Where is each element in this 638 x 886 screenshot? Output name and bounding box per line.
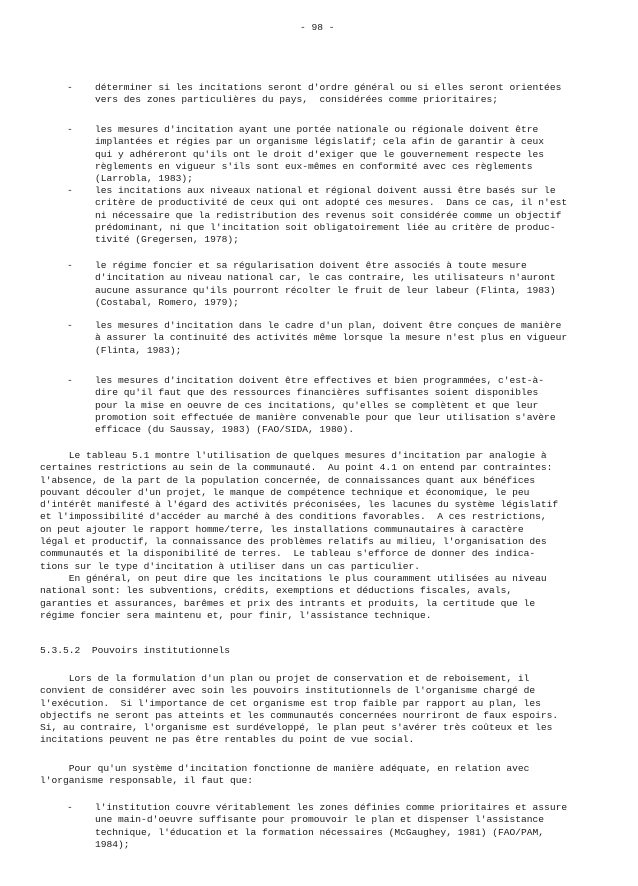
block-text xyxy=(40,645,230,657)
bullet-dash: - xyxy=(67,124,73,135)
block-text xyxy=(40,673,558,747)
bullet-item xyxy=(67,124,544,185)
text-line: d'incitation au niveau national car, le cas contraire, les utilisateurs n'auront xyxy=(95,272,556,284)
paragraph xyxy=(40,763,529,788)
bullet-dash: - xyxy=(67,802,73,813)
bullet-item xyxy=(67,375,556,436)
text-line: et l'impossibilité d'accéder au marché à des conditions favorables. A ces restrictions, xyxy=(40,511,547,523)
text-line: les mesures d'incitation doivent être effectives et bien programmées, c'est-à- xyxy=(95,375,545,386)
block-text xyxy=(95,802,567,851)
text-line: technique, l'éducation et la formation nécessaires (McGaughey, 1981) (FAO/PAM, xyxy=(95,826,545,838)
text-line: aucune assurance qu'ils pourront récolter le fruit de leur labeur (Flinta, 1983) xyxy=(95,284,556,296)
block-text xyxy=(95,260,556,309)
text-line: déterminer si les incitations seront d'ordre général ou si elles seront orientées xyxy=(95,82,562,93)
text-line: Lors de la formulation d'un plan ou projet de conservation et de reboisement, il xyxy=(40,673,530,684)
text-line: prédominant, ni que l'incitation soit obligatoirement liée au critère de produc- xyxy=(95,221,556,233)
text-line: tions sur le type d'incitation à utiliser dans un cas particulier. xyxy=(40,560,420,572)
text-line: d'intérêt manifesté à l'égard des activités préconisées, les lacunes du système législatif xyxy=(40,499,559,511)
text-line: ni nécessaire que la redistribution des revenus soit considérée comme un objectif xyxy=(95,209,562,221)
text-line: règlements en vigueur s'ils sont eux-mêmes en conformité avec ces règlements xyxy=(95,160,533,172)
text-line: critère de productivité de ceux qui ont adopté ces mesures. Dans ce cas, il n'est xyxy=(95,197,568,209)
text-line: pouvant découler d'un projet, le manque de compétence technique et économique, le peu xyxy=(40,486,530,498)
text-line: Le tableau 5.1 montre l'utilisation de quelques mesures d'incitation par analogie à xyxy=(40,450,547,461)
block-text xyxy=(40,450,558,573)
text-line: Si, au contraire, l'organisme est surdéveloppé, le plan peut s'avérer très coûteux et les xyxy=(40,722,553,734)
bullet-item xyxy=(67,82,561,107)
block-text xyxy=(95,82,561,107)
text-line: les mesures d'incitation ayant une portée nationale ou régionale doivent être xyxy=(95,124,539,135)
text-line: (Larrobla, 1983); xyxy=(95,173,193,185)
text-line: (Costabal, Romero, 1979); xyxy=(95,296,239,308)
page-number: - 98 - xyxy=(300,22,335,33)
text-line: garanties et assurances, barêmes et prix des intrants et produits, la certitude que le xyxy=(40,597,536,609)
bullet-item xyxy=(67,185,567,246)
text-line: régime foncier sera maintenu et, pour finir, l'assistance technique. xyxy=(40,609,432,621)
text-line: les incitations aux niveaux national et régional doivent aussi être basés sur le xyxy=(95,185,556,196)
text-line: on peut ajouter le rapport homme/terre, les installations communautaires à caractère xyxy=(40,523,524,535)
text-line: vers des zones particulières du pays, considérées comme prioritaires; xyxy=(95,94,499,106)
bullet-dash: - xyxy=(67,320,73,331)
section-heading xyxy=(40,645,230,657)
text-line: En général, on peut dire que les incitations le plus couramment utilisées au niveau xyxy=(40,573,547,584)
text-line: objectifs ne seront pas atteints et les communautés concernées nourriront de faux espoirs. xyxy=(40,709,559,721)
paragraph xyxy=(40,450,558,573)
text-line: l'exécution. Si l'importance de cet organisme est trop faible par rapport au plan, les xyxy=(40,697,541,709)
text-line: national sont: les subventions, crédits, exemptions et déductions fiscales, avals, xyxy=(40,585,513,597)
text-line: communautés et la disponibilité de terres. Le tableau s'efforce de donner des indica- xyxy=(40,548,536,560)
text-line: le régime foncier et sa régularisation doivent être associés à toute mesure xyxy=(95,260,527,271)
bullet-item xyxy=(67,320,567,357)
bullet-dash: - xyxy=(67,375,73,386)
text-line: dire qu'il faut que des ressources financières suffisantes soient disponibles xyxy=(95,387,539,399)
block-text xyxy=(40,573,547,622)
text-line: promotion soit effectuée de manière convenable pour que leur utilisation s'avère xyxy=(95,411,556,423)
bullet-dash: - xyxy=(67,185,73,196)
text-line: tivité (Gregersen, 1978); xyxy=(95,234,239,246)
text-line: à assurer la continuité des activités même lorsque la mesure n'est plus en vigueur xyxy=(95,332,568,344)
block-text xyxy=(95,375,556,436)
text-line: pour la mise en oeuvre de ces incitations, qu'elles se complètent et que leur xyxy=(95,399,539,411)
block-text xyxy=(95,320,567,357)
text-line: Pour qu'un système d'incitation fonctionne de manière adéquate, en relation avec xyxy=(40,763,530,774)
bullet-item xyxy=(67,802,567,851)
text-line: implantées et régies par un organisme législatif; cela afin de garantir à ceux xyxy=(95,136,545,148)
block-text xyxy=(95,185,567,246)
text-line: efficace (du Saussay, 1983) (FAO/SIDA, 1980). xyxy=(95,424,355,436)
text-line: certaines restrictions au sein de la communauté. Au point 4.1 on entend par contraintes: xyxy=(40,462,553,474)
text-line: les mesures d'incitation dans le cadre d'un plan, doivent être conçues de manière xyxy=(95,320,562,331)
text-line: 5.3.5.2 Pouvoirs institutionnels xyxy=(40,645,230,656)
paragraph xyxy=(40,673,558,747)
block-text xyxy=(95,124,544,185)
text-line: incitations peuvent ne pas être rentables du point de vue social. xyxy=(40,734,415,746)
text-line: une main-d'oeuvre suffisante pour promouvoir le plan et dispenser l'assistance xyxy=(95,814,545,826)
bullet-dash: - xyxy=(67,82,73,93)
text-line: l'absence, de la part de la population concernée, de connaissances quant aux bénéfices xyxy=(40,474,536,486)
bullet-item xyxy=(67,260,556,309)
bullet-dash: - xyxy=(67,260,73,271)
text-line: (Flinta, 1983); xyxy=(95,344,182,356)
text-line: l'institution couvre véritablement les zones définies comme prioritaires et assure xyxy=(95,802,568,813)
text-line: qui y adhéreront qu'ils ont le droit d'exiger que le gouvernement respecte les xyxy=(95,148,545,160)
text-line: l'organisme responsable, il faut que: xyxy=(40,775,254,787)
text-line: 1984); xyxy=(95,838,130,850)
text-line: légal et productif, la connaissance des problèmes relatifs au milieu, l'organisation des xyxy=(40,536,547,548)
text-line: convient de considérer avec soin les pouvoirs institutionnels de l'organisme chargé de xyxy=(40,685,536,697)
paragraph xyxy=(40,573,547,622)
block-text xyxy=(40,763,529,788)
